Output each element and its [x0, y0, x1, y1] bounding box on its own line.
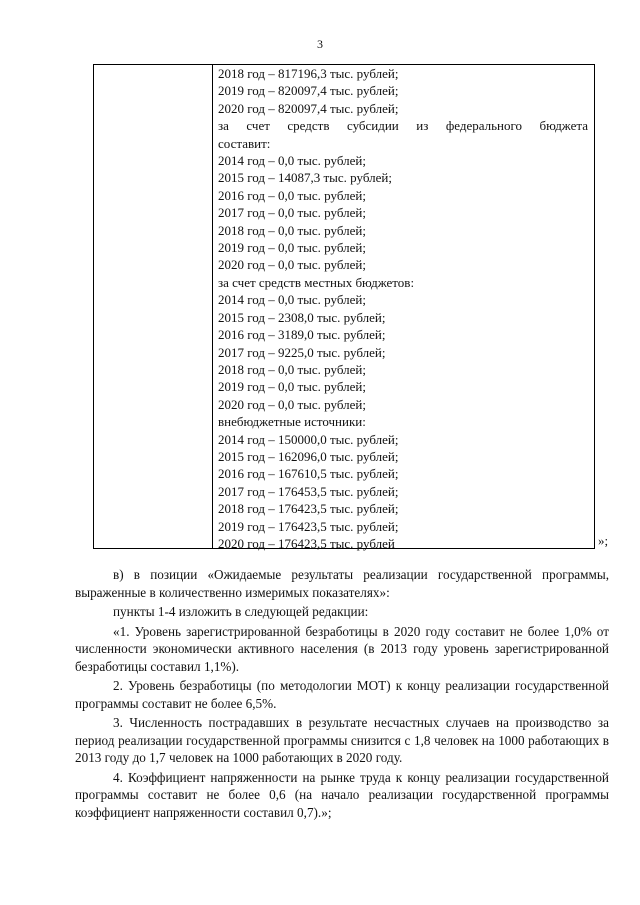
table-closing-quote: »; — [598, 533, 609, 548]
table-line: 2015 год – 162096,0 тыс. рублей; — [218, 448, 399, 464]
table-line: 2016 год – 0,0 тыс. рублей; — [218, 187, 366, 203]
amendment-text — [75, 566, 609, 823]
paragraph-points-intro: пункты 1-4 изложить в следующей редакции: — [113, 604, 369, 619]
paragraph-item-v: в) в позиции «Ожидаемые результаты реализации государственной программы, выраженные в количественно измеримых показателях»: — [75, 567, 609, 600]
funding-cell — [218, 65, 588, 552]
table-line: 2019 год – 0,0 тыс. рублей; — [218, 379, 366, 395]
table-line: 2015 год – 14087,3 тыс. рублей; — [218, 170, 392, 186]
table-line: 2016 год – 3189,0 тыс. рублей; — [218, 327, 386, 343]
paragraph-point-1: «1. Уровень зарегистрированной безработицы в 2020 году составит не более 1,0% от численности экономически активного населения (в 2013 году уровень зарегистрированной безработицы составил 1,1%). — [75, 623, 609, 674]
table-line: 2018 год – 0,0 тыс. рублей; — [218, 222, 366, 238]
table-line: 2017 год – 9225,0 тыс. рублей; — [218, 344, 386, 360]
table-line: 2014 год – 0,0 тыс. рублей; — [218, 153, 366, 169]
table-line: 2014 год – 0,0 тыс. рублей; — [218, 292, 366, 308]
table-line: составит: — [218, 135, 271, 151]
table-line: 2018 год – 176423,5 тыс. рублей; — [218, 501, 399, 517]
table-line: 2020 год – 176423,5 тыс. рублей — [218, 535, 395, 551]
table-line: 2020 год – 0,0 тыс. рублей; — [218, 396, 366, 412]
table-line: 2018 год – 0,0 тыс. рублей; — [218, 361, 366, 377]
table-line: 2015 год – 2308,0 тыс. рублей; — [218, 309, 386, 325]
table-line: 2019 год – 820097,4 тыс. рублей; — [218, 83, 399, 99]
table-line: 2017 год – 176453,5 тыс. рублей; — [218, 483, 399, 499]
table-line: 2016 год – 167610,5 тыс. рублей; — [218, 466, 399, 482]
table-line: за счет средств субсидии из федерального бюджета — [218, 118, 588, 134]
table-line: 2020 год – 820097,4 тыс. рублей; — [218, 100, 399, 116]
table-line: 2018 год – 817196,3 тыс. рублей; — [218, 66, 399, 81]
paragraph-point-3: 3. Численность пострадавших в результате несчастных случаев на производство за период реализации государственной программы снизится с 1,8 человек на 1000 работающих в 2013 году до 1,7 человек на 1000 работающих в 2020 году. — [75, 715, 609, 765]
table-line: 2014 год – 150000,0 тыс. рублей; — [218, 431, 399, 447]
funding-table — [93, 64, 595, 549]
table-column-divider — [212, 65, 213, 548]
table-line: 2020 год – 0,0 тыс. рублей; — [218, 257, 366, 273]
paragraph-point-2: 2. Уровень безработицы (по методологии МОТ) к концу реализации государственной программы составит не более 6,5%. — [75, 678, 609, 711]
page-number: 3 — [317, 37, 323, 51]
table-line: 2017 год – 0,0 тыс. рублей; — [218, 205, 366, 221]
table-line: внебюджетные источники: — [218, 414, 366, 430]
paragraph-point-4: 4. Коэффициент напряженности на рынке труда к концу реализации государственной программы составит не более 0,6 (на начало реализации государственной программы коэффициент напряженности составил 0,7).»; — [75, 769, 609, 820]
table-line: за счет средств местных бюджетов: — [218, 274, 415, 290]
table-line: 2019 год – 0,0 тыс. рублей; — [218, 240, 366, 256]
table-line: 2019 год – 176423,5 тыс. рублей; — [218, 518, 399, 534]
